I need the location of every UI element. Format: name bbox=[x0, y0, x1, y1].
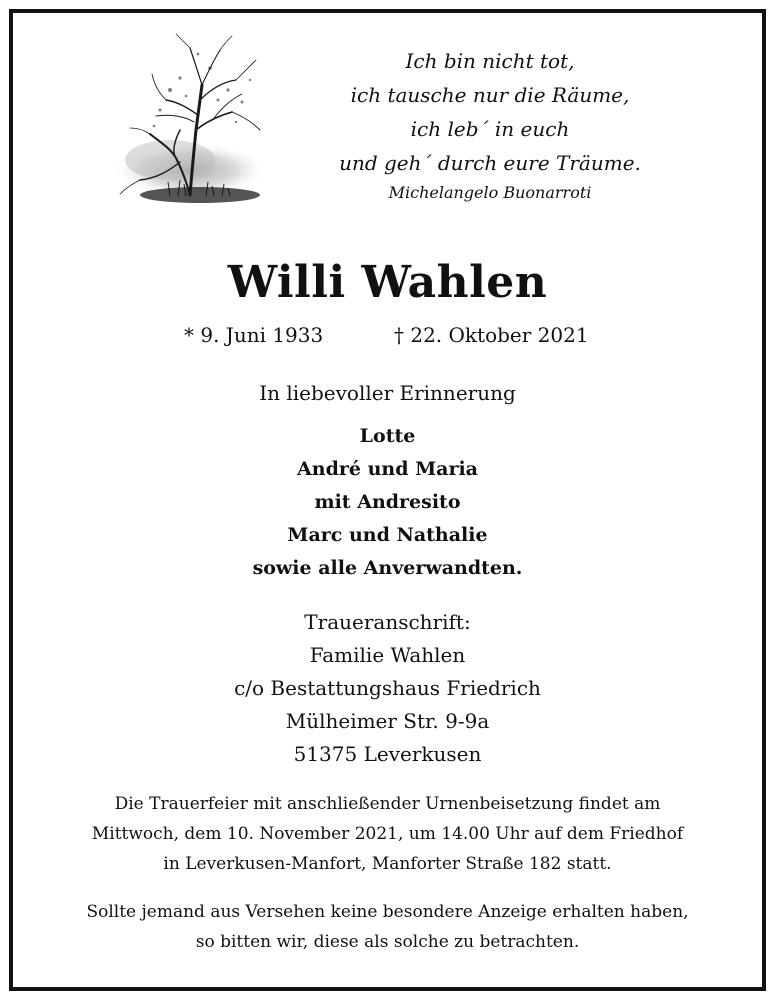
birth-date: * 9. Juni 1933 bbox=[184, 323, 324, 347]
mourner-name: André und Maria bbox=[297, 458, 478, 480]
mourning-address bbox=[0, 606, 775, 771]
ceremony-info bbox=[0, 789, 775, 879]
mourner-name: Marc und Nathalie bbox=[287, 524, 488, 546]
poem-author: Michelangelo Buonarroti bbox=[388, 183, 592, 202]
mourner-name: sowie alle Anverwandten. bbox=[252, 557, 523, 579]
notice-line: Sollte jemand aus Versehen keine besondere Anzeige erhalten haben, bbox=[86, 902, 689, 922]
notice-text bbox=[0, 897, 775, 957]
address-line: Familie Wahlen bbox=[309, 643, 466, 667]
deceased-name: Willi Wahlen bbox=[227, 257, 548, 308]
ceremony-line: Die Trauerfeier mit anschließender Urnenbeisetzung findet am bbox=[114, 794, 661, 814]
ceremony-line: in Leverkusen-Manfort, Manforter Straße 182 statt. bbox=[163, 854, 612, 874]
death-date: † 22. Oktober 2021 bbox=[394, 323, 589, 347]
address-line: Traueranschrift: bbox=[304, 610, 471, 634]
ceremony-line: Mittwoch, dem 10. November 2021, um 14.00 Uhr auf dem Friedhof bbox=[91, 824, 684, 844]
notice-line: so bitten wir, diese als solche zu betrachten. bbox=[195, 932, 580, 952]
poem-line: Ich bin nicht tot, bbox=[405, 49, 575, 73]
address-line: Mülheimer Str. 9-9a bbox=[285, 709, 490, 733]
poem-line: ich tausche nur die Räume, bbox=[350, 83, 630, 107]
mourners-list bbox=[0, 420, 775, 585]
address-line: 51375 Leverkusen bbox=[293, 742, 482, 766]
address-line: c/o Bestattungshaus Friedrich bbox=[234, 676, 541, 700]
poem-line: und geh´ durch eure Träume. bbox=[339, 151, 641, 175]
mourner-name: mit Andresito bbox=[314, 491, 461, 513]
poem-line: ich leb´ in euch bbox=[410, 117, 570, 141]
memory-heading: In liebevoller Erinnerung bbox=[259, 381, 516, 405]
mourner-name: Lotte bbox=[359, 425, 416, 447]
poem-quote bbox=[300, 44, 680, 206]
tree-illustration-icon bbox=[110, 30, 280, 220]
